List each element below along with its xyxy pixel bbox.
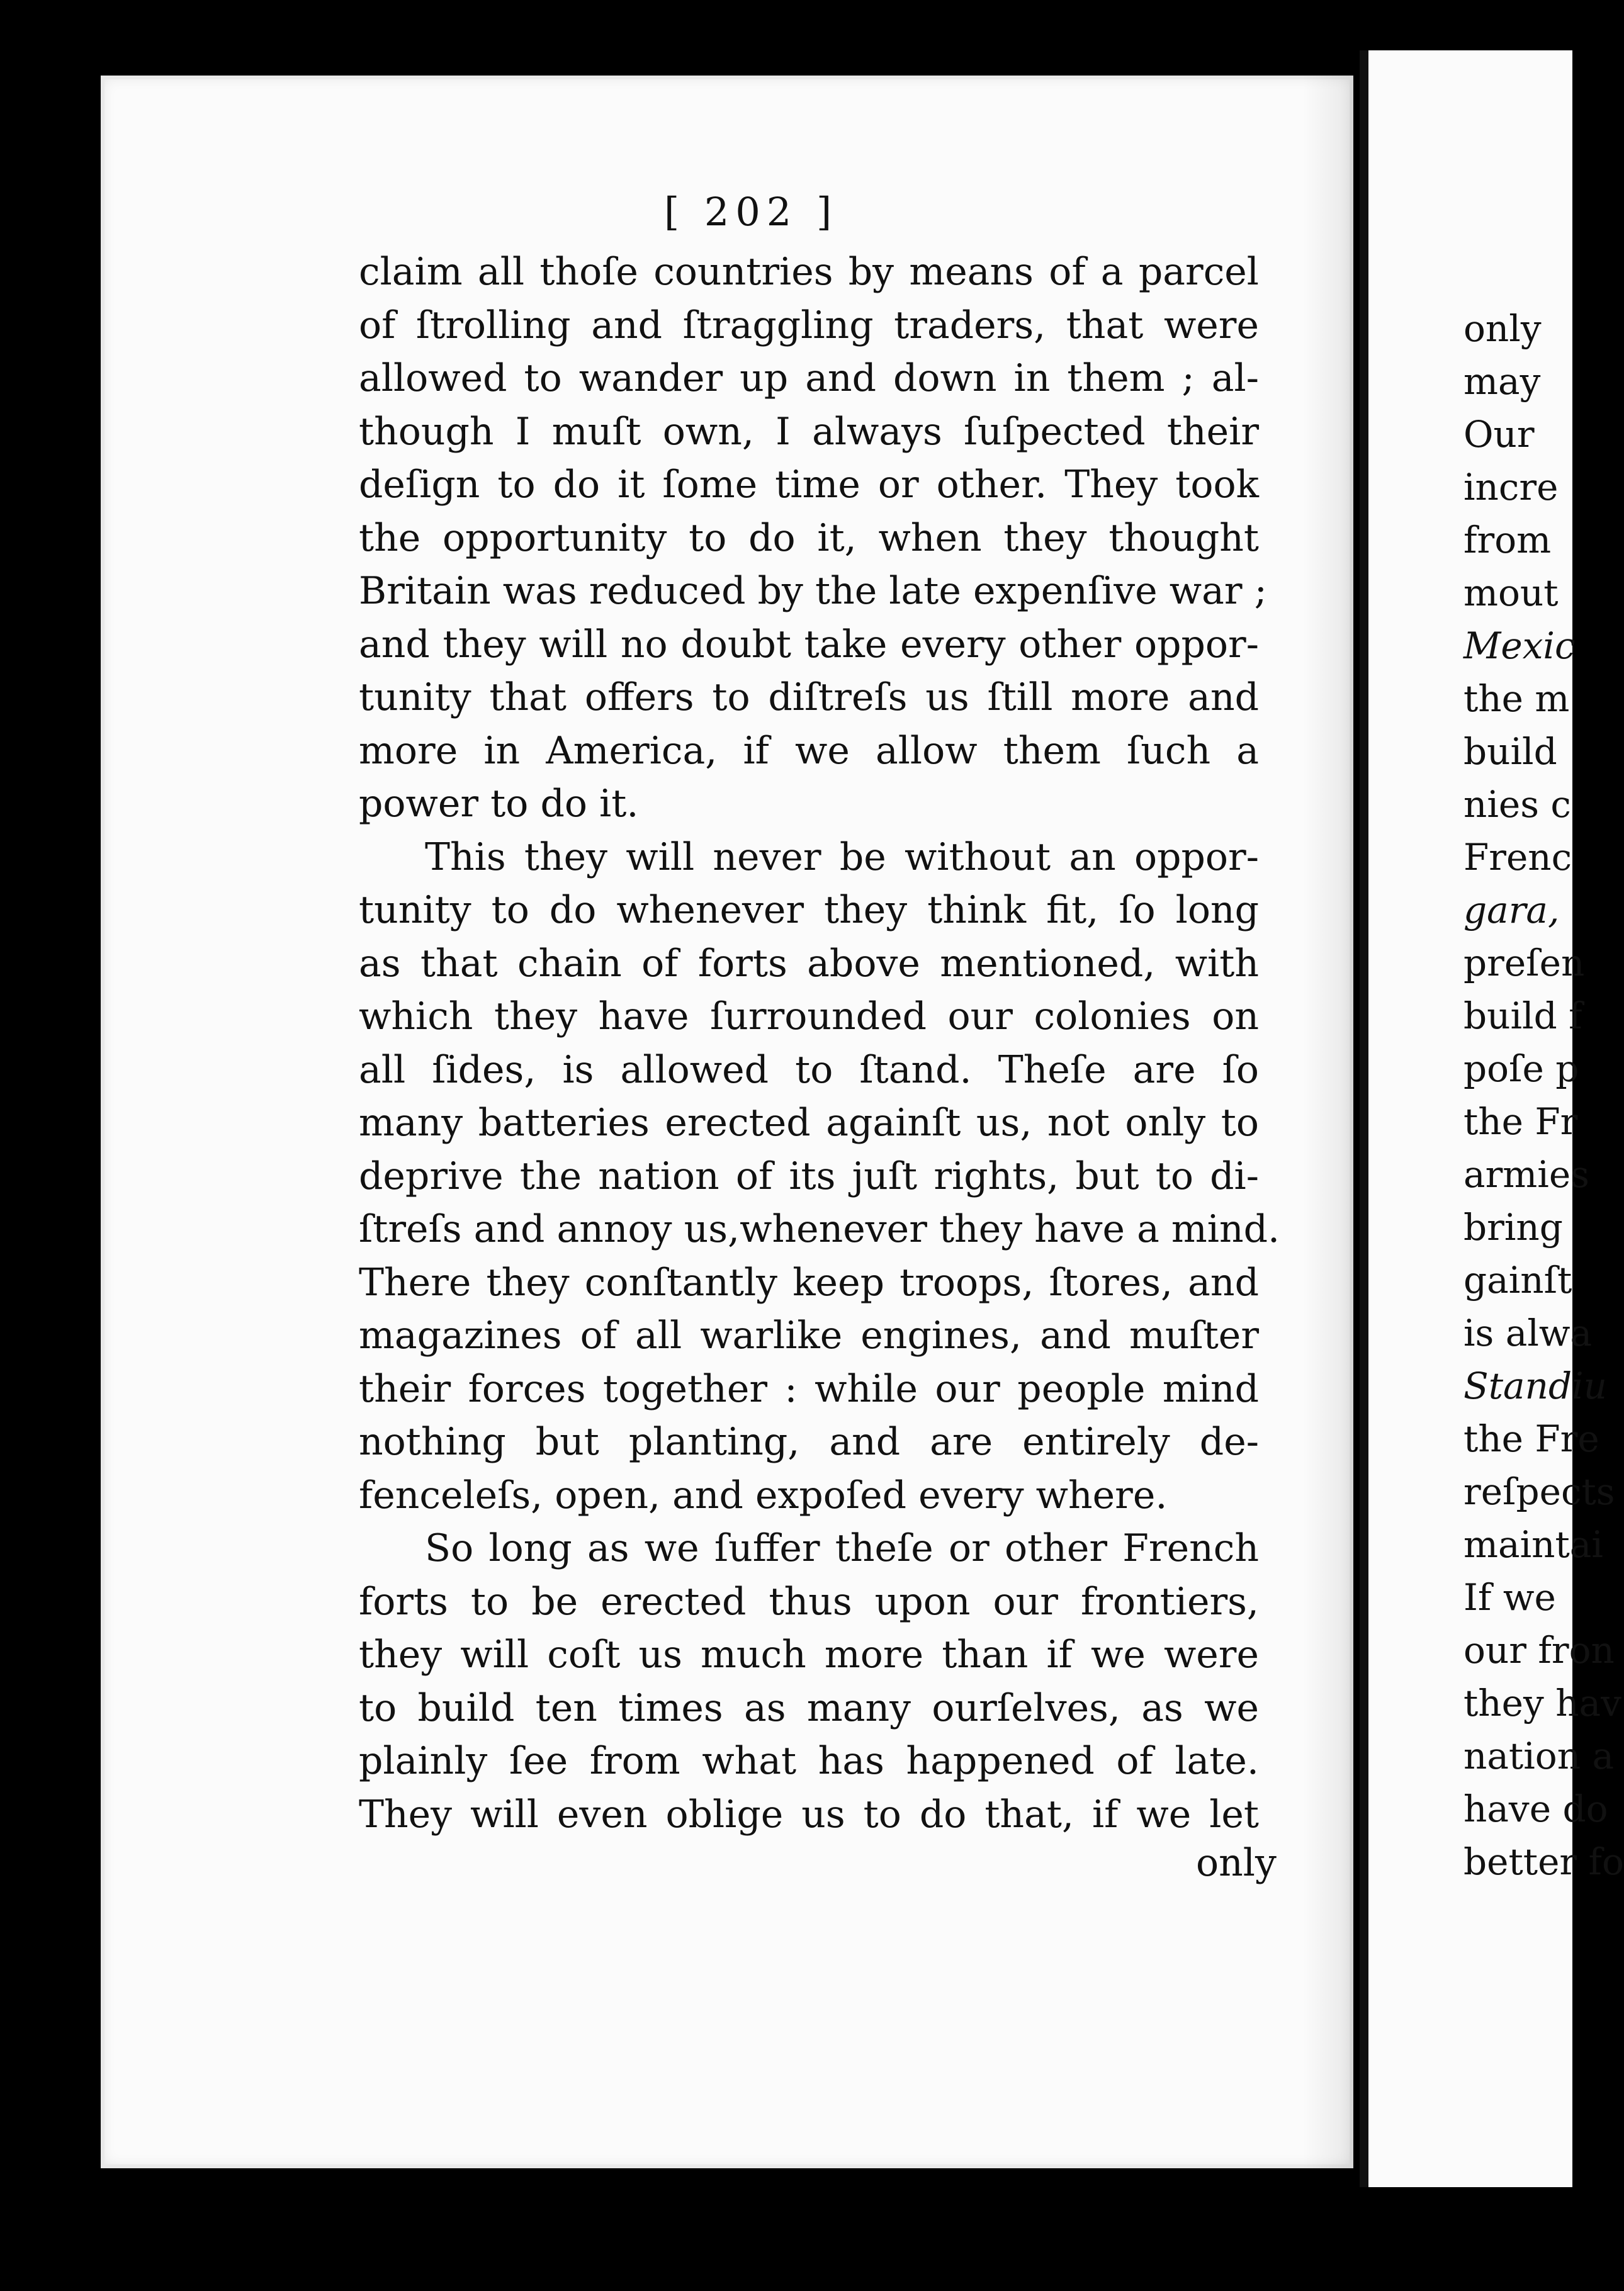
text-line: plainly ſee from what has happened of late.	[359, 1739, 1259, 1783]
text-line: bring	[1463, 1206, 1563, 1249]
text-line: tunity that offers to diſtreſs us ſtill more and	[359, 675, 1259, 719]
text-line: they will coſt us much more than if we were	[359, 1633, 1259, 1677]
text-line: they hav	[1463, 1682, 1621, 1725]
right-page-text	[1463, 302, 1624, 1888]
text-line: claim all thoſe countries by means of a parcel	[359, 250, 1259, 294]
text-line: of ſtrolling and ſtraggling traders, that were	[359, 303, 1259, 347]
text-line: armies	[1463, 1153, 1589, 1196]
text-line: reſpects	[1463, 1470, 1615, 1513]
text-line: nies c	[1463, 783, 1571, 826]
text-line: Our	[1463, 413, 1535, 456]
text-line: mout	[1463, 571, 1559, 614]
text-line: nation a	[1463, 1735, 1615, 1777]
text-line: They will even oblige us to do that, if we let	[359, 1792, 1259, 1837]
text-line: more in America, if we allow them ſuch a	[359, 728, 1259, 773]
text-line: may	[1463, 360, 1541, 403]
text-line: only	[1463, 307, 1542, 350]
text-line: deſign to do it ſome time or other. They took	[359, 463, 1259, 507]
text-line: which they have ſurrounded our colonies on	[359, 994, 1259, 1039]
text-line: deprive the nation of its juſt rights, but to di-	[359, 1154, 1259, 1198]
text-line: many batteries erected againſt us, not only to	[359, 1101, 1259, 1145]
text-line: tunity to do whenever they think fit, ſo long	[359, 888, 1259, 932]
text-line: their forces together : while our people mind	[359, 1366, 1259, 1411]
text-line: power to do it.	[359, 782, 639, 826]
left-page-body-text	[359, 245, 1280, 1841]
text-line: nothing but planting, and are entirely de-	[359, 1420, 1259, 1464]
text-line: There they conſtantly keep troops, ſtores, and	[359, 1260, 1259, 1305]
text-line: the Fr	[1463, 1100, 1578, 1143]
catchword: only	[1196, 1841, 1277, 1885]
text-line: the m	[1463, 677, 1570, 720]
text-line: maintai	[1463, 1523, 1603, 1566]
text-line: all ſides, is allowed to ſtand. Theſe are ſo	[359, 1047, 1259, 1092]
text-line: magazines of all warlike engines, and muſter	[359, 1314, 1259, 1358]
text-line: to build ten times as many ourſelves, as we	[359, 1686, 1259, 1730]
text-line: build	[1463, 730, 1557, 773]
text-line: This they will never be without an oppor-	[425, 835, 1259, 879]
gutter-shadow	[1303, 76, 1353, 2168]
text-line: Britain was reduced by the late expenſive war ;	[359, 569, 1267, 613]
text-line: our fron	[1463, 1629, 1615, 1672]
text-line: have do	[1463, 1787, 1608, 1830]
text-line: is alwa	[1463, 1312, 1593, 1354]
text-line: incre	[1463, 466, 1559, 509]
text-line: from	[1463, 519, 1552, 561]
text-line: So long as we ſuffer theſe or other French	[425, 1526, 1259, 1570]
text-line: preſen	[1463, 942, 1585, 984]
text-line: Mexic	[1463, 624, 1576, 667]
text-line: the Fre	[1463, 1417, 1599, 1460]
text-line: Standiu	[1463, 1365, 1608, 1407]
text-line: forts to be erected thus upon our frontiers,	[359, 1579, 1259, 1624]
text-line: gainſt	[1463, 1259, 1572, 1302]
text-line: as that chain of forts above mentioned, with	[359, 941, 1259, 986]
text-line: better fo	[1463, 1840, 1624, 1883]
text-line: and they will no doubt take every other oppor-	[359, 622, 1259, 667]
text-line: fenceleſs, open, and expoſed every where.	[359, 1473, 1168, 1517]
page-number: [ 202 ]	[664, 189, 838, 235]
text-line: though I muſt own, I always ſuſpected their	[359, 409, 1259, 454]
text-line: build f	[1463, 994, 1582, 1037]
text-line: poſe p	[1463, 1047, 1579, 1090]
text-line: ſtreſs and annoy us,whenever they have a mind.	[359, 1207, 1280, 1251]
text-line: allowed to wander up and down in them ; al-	[359, 356, 1259, 400]
text-line: the opportunity to do it, when they thought	[359, 515, 1259, 560]
text-line: Frenc	[1463, 836, 1572, 879]
text-line: If we	[1463, 1576, 1556, 1619]
text-line: gara,	[1463, 889, 1560, 932]
